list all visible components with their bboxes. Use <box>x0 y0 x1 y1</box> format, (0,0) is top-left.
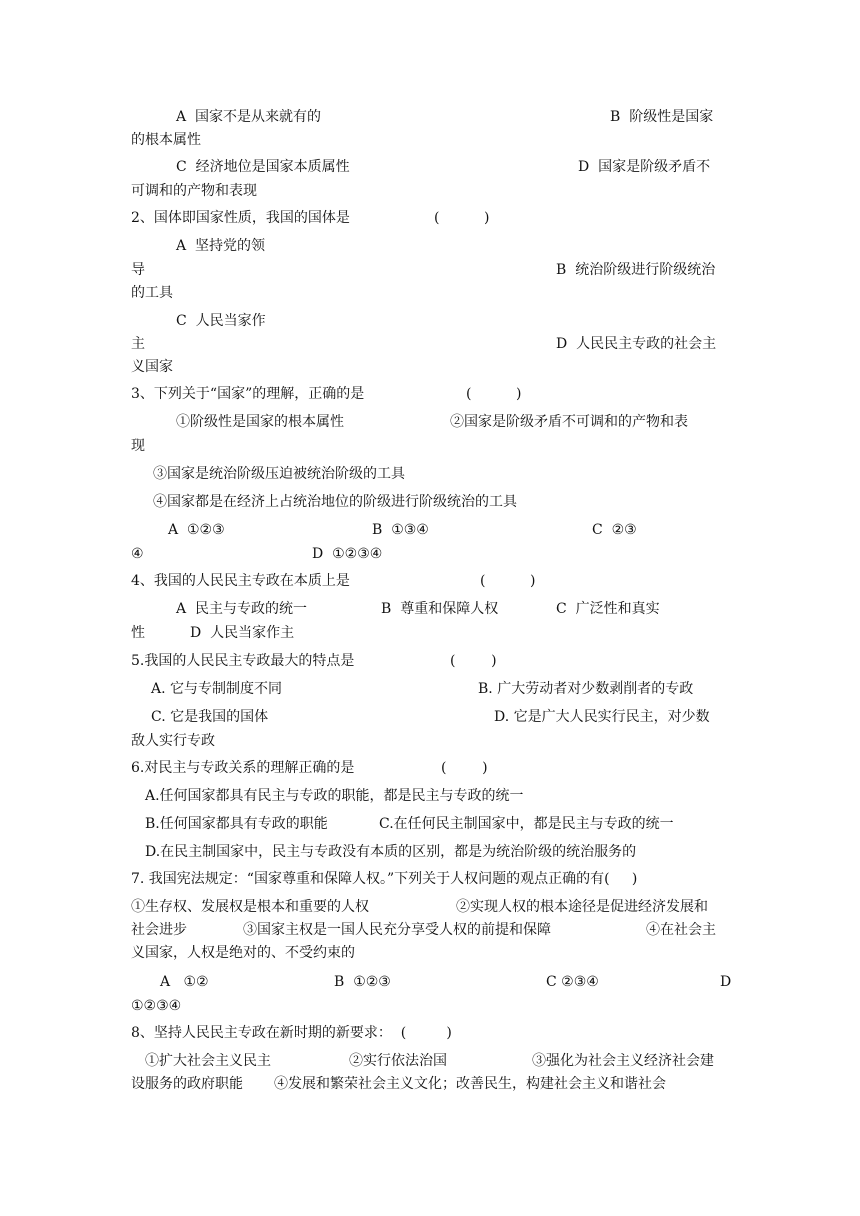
q2-answer-blank: ( ) <box>434 210 490 226</box>
q5-option-c: C. 它是我国的国体 <box>151 709 269 725</box>
q3-item-2-cont: 现 <box>131 438 145 454</box>
q7-option-d: ①②③④ <box>131 998 182 1014</box>
q3-option-c-cont: ④ <box>131 546 144 562</box>
q7-option-d-label: D <box>720 974 732 990</box>
q3-stem: 3、下列关于“国家”的理解，正确的是 <box>131 386 365 402</box>
q7-option-a: A ①② <box>160 974 209 990</box>
q6-stem: 6.对民主与专政关系的理解正确的是 <box>131 760 355 776</box>
q7-item-2-cont: 社会进步 <box>131 922 187 938</box>
q6-option-d: D.在民主制国家中，民主与专政没有本质的区别，都是为统治阶级的统治服务的 <box>145 844 637 860</box>
q3-item-4: ④国家都是在经济上占统治地位的阶级进行阶级统治的工具 <box>153 494 517 510</box>
q5-answer-blank: ( ) <box>450 653 497 669</box>
q3-item-1: ①阶级性是国家的根本属性 <box>176 414 344 430</box>
q1-option-b: B 阶级性是国家 <box>610 109 714 125</box>
q2-option-d-cont: 义国家 <box>131 359 173 375</box>
q3-item-2: ②国家是阶级矛盾不可调和的产物和表 <box>450 414 688 430</box>
q5-stem: 5.我国的人民民主专政最大的特点是 <box>131 653 355 669</box>
q5-option-b: B. 广大劳动者对少数剥削者的专政 <box>478 681 694 697</box>
q1-option-a: A 国家不是从来就有的 <box>176 109 322 125</box>
q2-option-b-cont: 的工具 <box>131 285 173 301</box>
q2-option-c-cont: 主 <box>131 336 145 352</box>
q8-item-4: ④发展和繁荣社会主义文化；改善民生，构建社会主义和谐社会 <box>274 1076 666 1092</box>
q4-stem: 4、我国的人民民主专政在本质上是 <box>131 573 350 589</box>
q2-option-b: B 统治阶级进行阶级统治 <box>556 262 716 278</box>
q6-answer-blank: ( ) <box>441 760 488 776</box>
q7-item-2: ②实现人权的根本途径是促进经济发展和 <box>456 899 708 915</box>
q2-stem: 2、国体即国家性质，我国的国体是 <box>131 210 350 226</box>
q5-option-d: D. 它是广大人民实行民主，对少数 <box>494 709 710 725</box>
q2-option-d: D 人民民主专政的社会主 <box>556 336 717 352</box>
q4-answer-blank: ( ) <box>480 573 536 589</box>
q3-option-c: C ②③ <box>592 522 637 538</box>
q7-item-4: ④在社会主 <box>646 922 716 938</box>
q1-option-d-cont: 可调和的产物和表现 <box>131 183 257 199</box>
q3-answer-blank: ( ) <box>466 386 522 402</box>
q8-item-1: ①扩大社会主义民主 <box>145 1053 271 1069</box>
q7-item-1: ①生存权、发展权是根本和重要的人权 <box>131 899 369 915</box>
q8-stem: 8、坚持人民民主专政在新时期的新要求： ( ) <box>131 1025 452 1041</box>
q5-option-a: A. 它与专制制度不同 <box>151 681 283 697</box>
q2-option-a: A 坚持党的领 <box>176 238 266 254</box>
q3-option-d: D ①②③④ <box>312 546 383 562</box>
q2-option-c: C 人民当家作 <box>176 313 266 329</box>
q5-option-d-cont: 敌人实行专政 <box>131 733 215 749</box>
q6-option-c: C.在任何民主制国家中，都是民主与专政的统一 <box>379 816 674 832</box>
q4-option-b: B 尊重和保障人权 <box>381 601 499 617</box>
q1-option-c: C 经济地位是国家本质属性 <box>176 159 350 175</box>
q1-option-b-cont: 的根本属性 <box>131 132 201 148</box>
q4-option-d: D 人民当家作主 <box>190 625 295 641</box>
q3-option-a: A ①②③ <box>168 522 225 538</box>
q4-option-c: C 广泛性和真实 <box>556 601 660 617</box>
q3-item-3: ③国家是统治阶级压迫被统治阶级的工具 <box>153 466 405 482</box>
q2-option-a-cont: 导 <box>131 262 145 278</box>
q8-item-2: ②实行依法治国 <box>349 1053 447 1069</box>
q7-option-b: B ①②③ <box>334 974 391 990</box>
q3-option-b: B ①③④ <box>372 522 429 538</box>
q1-option-d: D 国家是阶级矛盾不 <box>578 159 711 175</box>
q7-item-4-cont: 义国家，人权是绝对的、不受约束的 <box>131 945 355 961</box>
q7-item-3: ③国家主权是一国人民充分享受人权的前提和保障 <box>243 922 551 938</box>
q6-option-b: B.任何国家都具有专政的职能 <box>145 816 328 832</box>
q4-option-c-cont: 性 <box>131 625 145 641</box>
q7-option-c: C ②③④ <box>546 974 599 990</box>
q6-option-a: A.任何国家都具有民主与专政的职能，都是民主与专政的统一 <box>145 788 524 804</box>
q8-item-3: ③强化为社会主义经济社会建 <box>532 1053 714 1069</box>
q7-stem: 7. 我国宪法规定：“国家尊重和保障人权。”下列关于人权问题的观点正确的有( ) <box>131 871 638 887</box>
q4-option-a: A 民主与专政的统一 <box>176 601 308 617</box>
q8-item-3-cont: 设服务的政府职能 <box>131 1076 243 1092</box>
